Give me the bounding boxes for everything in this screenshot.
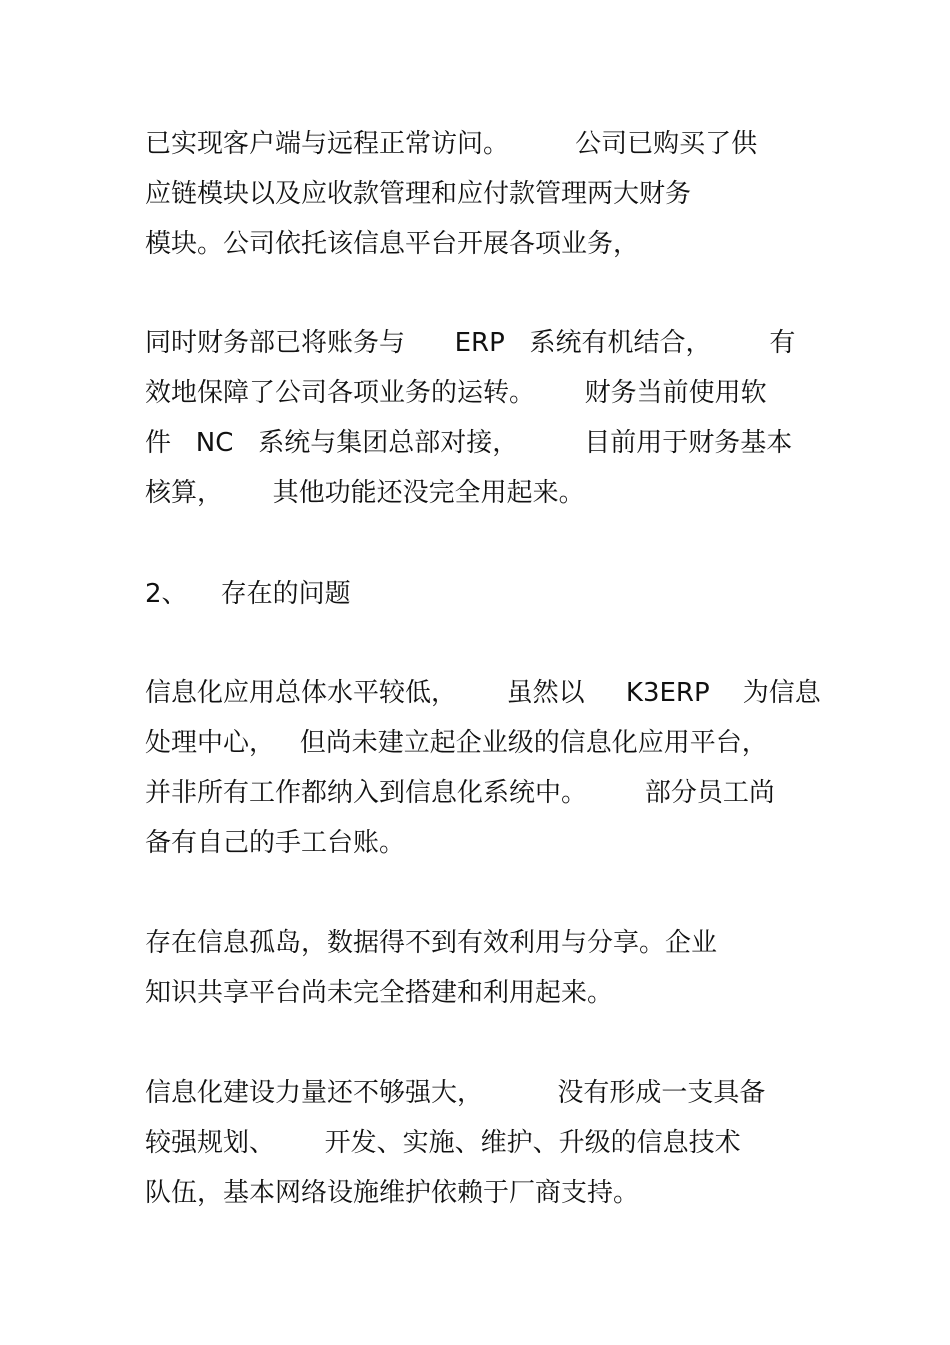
text-line: 已实现客户端与远程正常访问。 公司已购买了供: [145, 129, 758, 159]
text-line: 效地保障了公司各项业务的运转。 财务当前使用软: [145, 378, 767, 408]
text-line: 核算， 其他功能还没完全用起来。: [145, 478, 585, 508]
text-line: 件 NC 系统与集团总部对接， 目前用于财务基本: [145, 428, 793, 458]
text-line: 信息化建设力量还不够强大， 没有形成一支具备: [145, 1078, 766, 1108]
text-line: 模块。公司依托该信息平台开展各项业务，: [145, 229, 640, 259]
section-heading: 2、 存在的问题: [145, 579, 351, 609]
text-line: 处理中心， 但尚未建立起企业级的信息化应用平台，: [145, 728, 768, 758]
text-line: 并非所有工作都纳入到信息化系统中。 部分员工尚: [145, 778, 775, 808]
text-line: 较强规划、 开发、实施、维护、升级的信息技术: [145, 1128, 741, 1158]
text-line: 队伍，基本网络设施维护依赖于厂商支持。: [145, 1178, 640, 1208]
text-line: 同时财务部已将账务与 ERP 系统有机结合， 有: [145, 328, 796, 358]
text-line: 知识共享平台尚未完全搭建和利用起来。: [145, 978, 614, 1008]
text-line: 信息化应用总体水平较低， 虽然以 K3ERP 为信息: [145, 678, 821, 708]
text-line: 应链模块以及应收款管理和应付款管理两大财务: [145, 179, 692, 209]
text-line: 备有自己的手工台账。: [145, 828, 406, 858]
text-line: 存在信息孤岛，数据得不到有效利用与分享。企业: [145, 928, 718, 958]
